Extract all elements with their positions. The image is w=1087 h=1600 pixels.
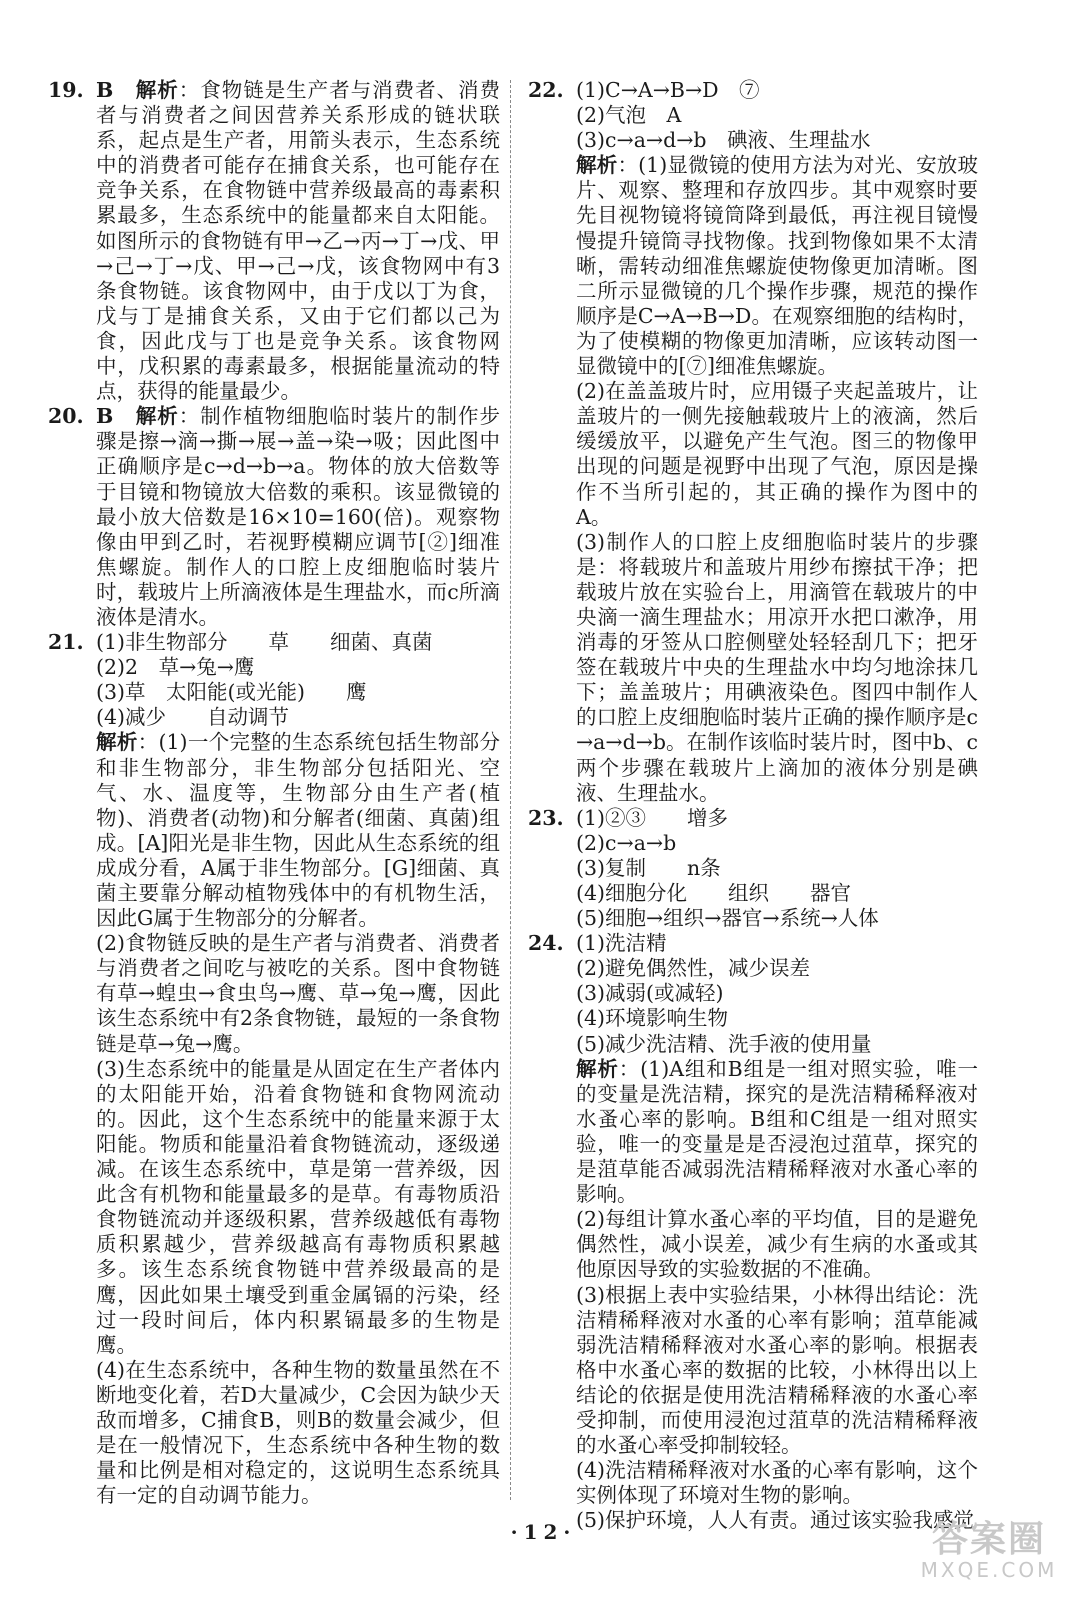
answer-text: ：(1)一个完整的生态系统包括生物部分和非生物部分，非生物部分包括阳光、空气、水、温度等，生物部分由生产者(植物)、消费者(动物)和分解者(细菌、真菌)组成。[A]阳光是非生物，因此从生态系统的组成成分看，A属于非生物部分。[G]细菌、真菌主要靠分解动植物残体中的有机物生活，因此G属于生物部分的分解者。 <box>96 730 501 931</box>
answer-text: ：(1)A组和B组是一组对照实验，唯一的变量是洗洁精，探究的是洗洁精稀释液对水蚤心率的影响。B组和C组是一组对照实验，唯一的变量是是否浸泡过菹草，探究的是菹草能否减弱洗洁精稀释液对水蚤心率的影响。 <box>576 1056 978 1207</box>
answer-paragraph <box>576 379 978 530</box>
answer-paragraph <box>96 1057 500 1358</box>
answer-text: (4)减少 自动调节 <box>96 705 290 730</box>
answer-text: (1)非生物部分 草 细菌、真菌 <box>96 630 433 655</box>
answer-paragraph <box>576 1458 978 1508</box>
answer-paragraph <box>576 1057 978 1208</box>
answer-text: (2)每组计算水蚤心率的平均值，目的是避免偶然性，减小误差，减少有生病的水蚤或其他原因导致的实验数据的不准确。 <box>576 1207 978 1282</box>
answer-text: ：制作植物细胞临时装片的制作步骤是擦→滴→撕→展→盖→染→吸；因此图中正确顺序是c→d→b→a。物体的放大倍数等于目镜和物镜放大倍数的乘积。该显微镜的最小放大倍数是16×10=160(倍)。观察物像由甲到乙时，若视野模糊应调节[②]细准焦螺旋。制作人的口腔上皮细胞临时装片时，载玻片上所滴液体是生理盐水，而c所滴液体是清水。 <box>96 404 501 629</box>
answer-text: (1)洗洁精 <box>576 931 667 956</box>
answer-paragraph <box>96 705 500 730</box>
answer-text: (4)洗洁精稀释液对水蚤的心率有影响，这个实例体现了环境对生物的影响。 <box>576 1458 978 1508</box>
answer-text: (3)c→a→d→b 碘液、生理盐水 <box>576 128 871 153</box>
answer-paragraph <box>576 806 978 831</box>
left-column <box>48 78 500 1508</box>
answer-21 <box>48 630 500 1508</box>
answer-label: 解析 <box>576 153 618 178</box>
answer-paragraph <box>576 956 978 981</box>
answer-text: (5)减少洗洁精、洗手液的使用量 <box>576 1031 872 1056</box>
answer-text: (1)C→A→B→D ⑦ <box>576 78 760 102</box>
answer-text: (2)c→a→b <box>576 830 677 855</box>
answer-paragraph <box>576 1006 978 1031</box>
answer-text: (3)草 太阳能(或光能) 鹰 <box>96 680 367 705</box>
answer-22 <box>528 78 978 806</box>
answer-label: 解析 <box>96 730 138 755</box>
question-number: 19. <box>48 78 84 102</box>
answer-label: 解析 <box>576 1056 619 1081</box>
answer-paragraph <box>576 931 978 956</box>
answer-paragraph <box>576 1283 978 1459</box>
answer-paragraph <box>576 153 978 379</box>
answer-paragraph <box>96 630 500 655</box>
watermark-url: MXQE.COM <box>920 1558 1058 1582</box>
watermark-logo <box>909 1520 1069 1584</box>
question-number: 23. <box>528 805 564 830</box>
answer-paragraph <box>96 404 500 630</box>
answer-paragraph <box>576 1207 978 1282</box>
answer-text: (4)环境影响生物 <box>576 1006 729 1031</box>
answer-paragraph <box>96 730 500 931</box>
answer-text: (2)避免偶然性，减少误差 <box>576 956 811 981</box>
answer-text: (2)气泡 A <box>576 103 682 128</box>
answer-paragraph <box>96 655 500 680</box>
answer-paragraph <box>576 981 978 1006</box>
answer-text: (3)根据上表中实验结果，小林得出结论：洗洁精稀释液对水蚤的心率有影响；菹草能减弱洗洁精稀释液对水蚤心率的影响。根据表格中水蚤心率的数据的比较，小林得出以上结论的依据是使用洗洁精稀释液的水蚤心率受抑制，而使用浸泡过菹草的洗洁精稀释液的水蚤心率受抑制较轻。 <box>576 1282 978 1458</box>
answer-text: (2)食物链反映的是生产者与消费者、消费者与消费者之间吃与被吃的关系。图中食物链有草→蝗虫→食虫鸟→鹰、草→兔→鹰，因此该生态系统中有2条食物链，最短的一条食物链是草→兔→鹰。 <box>96 931 500 1056</box>
answer-23 <box>528 806 978 931</box>
answer-text: (3)制作人的口腔上皮细胞临时装片的步骤是：将载玻片和盖玻片用纱布擦拭干净；把载玻片放在实验台上，用滴管在载玻片的中央滴一滴生理盐水；用凉开水把口漱净，用消毒的牙签从口腔侧壁处轻轻刮几下；把牙签在载玻片中央的生理盐水中均匀地涂抹几下；盖盖玻片；用碘液染色。图四中制作人的口腔上皮细胞临时装片正确的操作顺序是c→a→d→b。在制作该临时装片时，图中b、c两个步骤在载玻片上滴加的液体分别是碘液、生理盐水。 <box>576 529 978 805</box>
answer-24 <box>528 931 978 1533</box>
answer-20 <box>48 404 500 630</box>
answer-paragraph <box>576 881 978 906</box>
column-divider <box>510 80 511 1500</box>
answer-text: (3)减弱(或减轻) <box>576 981 724 1006</box>
answer-text: ：食物链是生产者与消费者、消费者与消费者之间因营养关系形成的链状联系，起点是生产者，用箭头表示，生态系统中的消费者可能存在捕食关系，也可能存在竞争关系，在食物链中营养级最高的毒素积累最多，生态系统中的能量都来自太阳能。如图所示的食物链有甲→乙→丙→丁→戊、甲→己→丁→戊、甲→己→戊，该食物网中有3条食物链。该食物网中，由于戊以丁为食，戊与丁是捕食关系，又由于它们都以己为食，因此戊与丁也是竞争关系。该食物网中，戊积累的毒素最多，根据能量流动的特点，获得的能量最少。 <box>96 78 501 404</box>
question-number: 24. <box>528 931 564 956</box>
watermark-text: 答案圈 <box>931 1519 1046 1560</box>
answer-text: (3)复制 n条 <box>576 855 721 880</box>
right-column <box>528 78 978 1533</box>
answer-paragraph <box>576 906 978 931</box>
answer-label: B 解析 <box>96 78 179 102</box>
answer-text: (1)②③ 增多 <box>576 805 729 830</box>
answer-text: (5)细胞→组织→器官→系统→人体 <box>576 906 879 931</box>
question-number: 22. <box>528 78 564 102</box>
answer-paragraph <box>576 78 978 103</box>
answer-paragraph <box>96 1358 500 1509</box>
answer-text: (4)细胞分化 组织 器官 <box>576 881 852 905</box>
answer-text: ：(1)显微镜的使用方法为对光、安放玻片、观察、整理和存放四步。其中观察时要先目视物镜将镜筒降到最低，再注视目镜慢慢提升镜筒寻找物像。找到物像如果不太清晰，需转动细准焦螺旋使物像更加清晰。图二所示显微镜的几个操作步骤，规范的操作顺序是C→A→B→D。在观察细胞的结构时，为了使模糊的物像更加清晰，应该转动图一显微镜中的[⑦]细准焦螺旋。 <box>576 153 979 379</box>
answer-text: (2)2 草→兔→鹰 <box>96 655 255 680</box>
answer-paragraph <box>576 831 978 856</box>
answer-paragraph <box>96 680 500 705</box>
answer-label: B 解析 <box>96 404 179 429</box>
answer-text: (2)在盖盖玻片时，应用镊子夹起盖玻片，让盖玻片的一侧先接触载玻片上的液滴，然后缓缓放平，以避免产生气泡。图三的物像甲出现的问题是视野中出现了气泡，原因是操作不当所引起的，其正确的操作为图中的A。 <box>576 379 978 529</box>
answer-paragraph <box>576 128 978 153</box>
answer-paragraph <box>576 530 978 806</box>
answer-text: (4)在生态系统中，各种生物的数量虽然在不断地变化着，若D大量减少，C会因为缺少天敌而增多，C捕食B，则B的数量会减少，但是在一般情况下，生态系统中各种生物的数量和比例是相对稳定的，这说明生态系统具有一定的自动调节能力。 <box>96 1357 500 1508</box>
answer-paragraph <box>576 103 978 128</box>
answer-paragraph <box>96 78 500 404</box>
answer-19 <box>48 78 500 404</box>
page-number: ·12· <box>510 1520 577 1544</box>
answer-paragraph <box>576 856 978 881</box>
answer-text: (3)生态系统中的能量是从固定在生产者体内的太阳能开始，沿着食物链和食物网流动的。因此，这个生态系统中的能量来源于太阳能。物质和能量沿着食物链流动，逐级递减。在该生态系统中，草是第一营养级，因此含有机物和能量最多的是草。有毒物质沿食物链流动并逐级积累，营养级越低有毒物质积累越少，营养级越高有毒物质积累越多。该生态系统食物链中营养级最高的是鹰，因此如果土壤受到重金属镉的污染，经过一段时间后，体内积累镉最多的生物是鹰。 <box>96 1056 500 1357</box>
answer-paragraph <box>96 931 500 1056</box>
answer-paragraph <box>576 1032 978 1057</box>
answer-text: (5)保护环境，人人有责。通过该实验我感觉 <box>576 1508 975 1533</box>
question-number: 20. <box>48 404 84 429</box>
question-number: 21. <box>48 630 84 655</box>
